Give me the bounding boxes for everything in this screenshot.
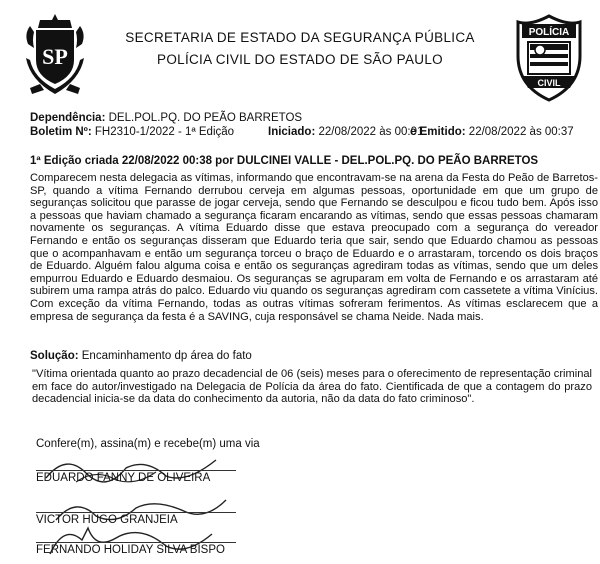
badge-top-text: POLÍCIA — [528, 27, 570, 38]
iniciado-label: Iniciado: — [268, 126, 316, 138]
emitido-field — [410, 126, 574, 138]
signature-name-3: FERNANDO HOLIDAY SILVA BISPO — [36, 544, 225, 556]
emitido-label: e Emitido: — [410, 126, 466, 138]
signature-name-1: EDUARDO FANNY DE OLIVEIRA — [36, 472, 211, 484]
signature-line-1 — [36, 470, 236, 471]
decadencia-notice: "Vítima orientada quanto ao prazo decadencial de 06 (seis) meses para o oferecimento de representação criminal em face do autor/investigado na Delegacia de Polícia da área do fato. Cientificada de que a contagem do prazo decadencial inicia-se da data do conhecimento da autoria, não da data do fato criminoso". — [32, 368, 592, 406]
badge-bottom-text: CIVIL — [537, 78, 561, 88]
iniciado-value: 22/08/2022 às 00:01 — [318, 126, 424, 138]
confere-statement: Confere(m), assina(m) e recebe(m) uma via — [36, 438, 260, 450]
seal-text: SP — [42, 44, 68, 69]
solution-label: Solução: — [30, 350, 79, 362]
boletim-row — [30, 126, 234, 138]
solution-value: Encaminhamento dp área do fato — [81, 350, 252, 362]
signature-line-2 — [36, 512, 236, 513]
edition-title: 1ª Edição criada 22/08/2022 00:38 por DULCINEI VALLE - DEL.POL.PQ. DO PEÃO BARRETOS — [30, 155, 539, 167]
boletim-value: FH2310-1/2022 - 1ª Edição — [94, 126, 235, 138]
emitido-value: 22/08/2022 às 00:37 — [468, 126, 574, 138]
header-secretaria: SECRETARIA DE ESTADO DA SEGURANÇA PÚBLICA — [125, 30, 475, 45]
dependencia-value: DEL.POL.PQ. DO PEÃO BARRETOS — [108, 112, 303, 124]
header-policia-civil: POLÍCIA CIVIL DO ESTADO DE SÃO PAULO — [157, 52, 443, 67]
solution-row — [30, 350, 252, 362]
signature-name-2: VICTOR HUGO GRANJEIA — [36, 514, 178, 526]
signature-line-3 — [36, 542, 236, 543]
iniciado-field — [268, 126, 423, 138]
report-narrative: Comparecem nesta delegacia as vítimas, informando que encontravam-se na arena da Festa do Peão de Barretos-SP, quando a vítima Fernando derrubou cerveja em algumas pessoas, oportunidade em que um grupo de seguranças solicitou que parasse de jogar cerveja, sendo que Fernando se desculpou e ficou tudo bem. Após isso a pessoas que haviam chamado a segurança ficaram encarando as vítimas, sendo que essas pessoas chamaram novamente os seguranças. A vítima Eduardo disse que estava preocupado com a segurança do vereador Fernando e então os seguranças disseram que Eduardo teria que sair, sendo que Eduardo chamou as pessoas que o acompanhavam e então um segurança torceu o braço de Eduardo e o arrastaram, torcendo os dois braços de Eduardo. Alguém falou alguma coisa e então os seguranças agrediram todas as vítimas, sendo que um deles empurrou Eduardo e Eduardo desmaiou. Os seguranças se agruparam em volta de Fernando e os arrastaram até subirem uma rampa atrás do palco. Eduardo viu quando os seguranças agrediram com cassetete a vítima Vinícius. Com exceção da vítima Fernando, todas as outras vítimas sofreram ferimentos. As vítimas esclarecem que a empresa de segurança da festa é a SAVING, cuja responsável se chama Neide. Nada mais. — [30, 172, 598, 323]
sp-state-seal-icon — [20, 14, 90, 96]
policia-civil-badge-icon — [510, 12, 588, 102]
boletim-label: Boletim Nº: — [30, 126, 92, 138]
dependencia-row — [30, 112, 302, 124]
dependencia-label: Dependência: — [30, 112, 106, 124]
